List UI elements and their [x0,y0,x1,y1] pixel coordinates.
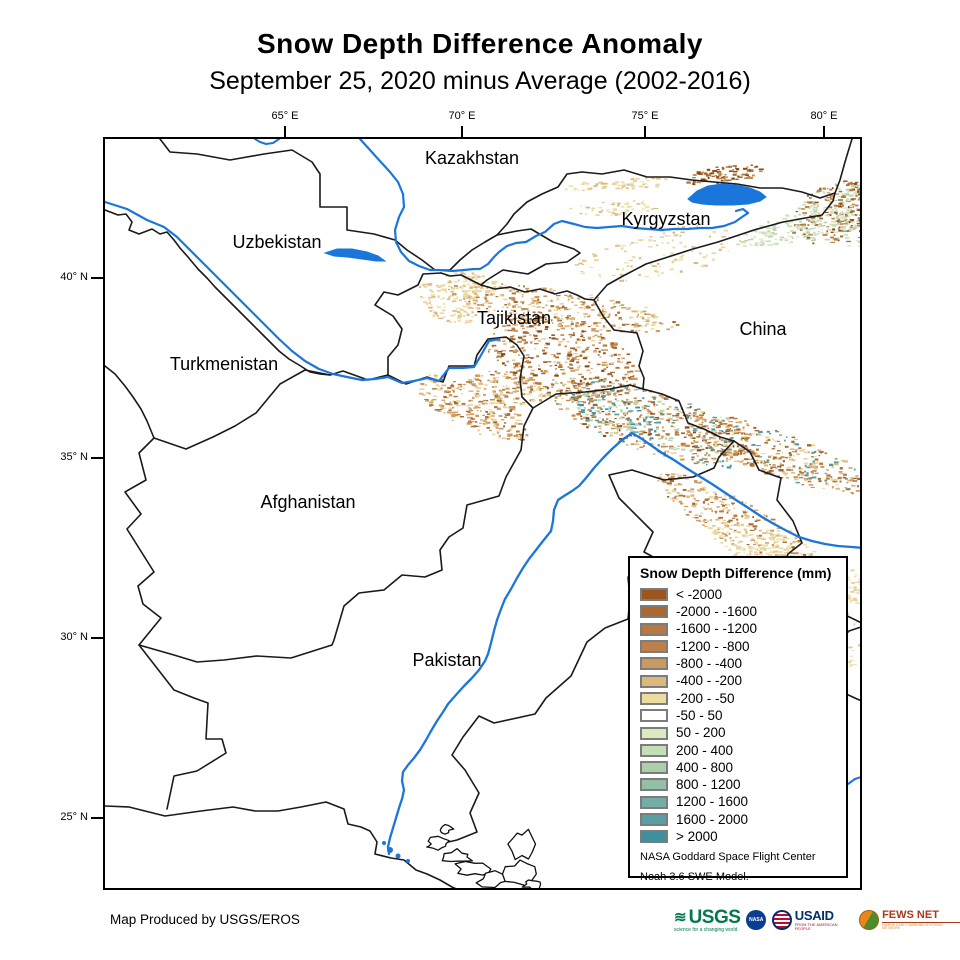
legend-row [640,742,846,759]
legend-swatch [640,657,668,670]
fewsnet-globe-icon [859,910,879,930]
latitude-tick [91,457,103,459]
country-label-china: China [739,319,787,339]
legend [628,556,848,884]
legend-label: 50 - 200 [676,725,726,741]
page-title: Snow Depth Difference Anomaly [257,28,703,59]
map-credit: Map Produced by USGS/EROS [110,912,300,927]
afghanistan-pakistan-border [139,408,533,662]
legend-rows [640,586,846,845]
ganges-river [848,776,862,784]
syr-darya-naryn-river [360,139,748,271]
legend-swatch [640,813,668,826]
legend-row [640,794,846,811]
rann-of-kutch-outline [508,829,536,859]
country-label-kazakhstan: Kazakhstan [424,148,520,168]
latitude-tick-label: 35° N [60,451,88,463]
longitude-tick-label: 75° E [631,110,659,122]
uzbekistan-kyrgyzstan-border [441,229,580,285]
legend-swatch [640,744,668,757]
amu-darya-river [105,202,499,383]
legend-label: 1200 - 1600 [676,794,749,810]
latitude-tick [91,277,103,279]
longitude-tick-label: 80° E [810,110,838,122]
country-label-kyrgyzstan: Kyrgyzstan [621,209,711,229]
iran-turkmenistan-border [105,366,154,438]
arabian-sea-coastline [105,802,463,890]
page-subtitle: September 25, 2020 minus Average (2002-2016) [209,67,751,95]
latitude-tick [91,637,103,639]
longitude-tick [644,126,646,137]
usgs-logo-text: USGS [688,906,741,928]
fewsnet-logo-text: FEWS NET [882,910,960,923]
usaid-logo [772,909,853,931]
legend-label: 1600 - 2000 [676,811,749,827]
longitude-tick [823,126,825,137]
legend-row [640,586,846,603]
iran-afghanistan-border [125,438,161,645]
legend-swatch [640,640,668,653]
indus-delta-lake [387,847,393,853]
usgs-wave-icon: ≋ [674,908,687,926]
legend-row [640,690,846,707]
longitude-tick [284,126,286,137]
legend-swatch [640,623,668,636]
longitude-tick-label: 70° E [448,110,476,122]
rann-of-kutch-outline [428,836,450,850]
legend-row [640,603,846,620]
longitude-tick-label: 65° E [271,110,299,122]
country-label-pakistan: Pakistan [412,650,482,670]
legend-swatch [640,796,668,809]
usaid-logo-text: USAID [794,908,834,923]
chu-river [255,139,279,144]
legend-row [640,724,846,741]
legend-row [640,672,846,689]
legend-title: Snow Depth Difference (mm) [640,565,832,581]
aydar-lake [325,249,385,261]
rann-of-kutch-outline [442,849,472,862]
rann-of-kutch-outline [440,825,454,835]
legend-row [640,655,846,672]
nasa-logo [746,910,766,930]
legend-label: -1200 - -800 [676,638,750,654]
legend-row [640,759,846,776]
legend-row [640,621,846,638]
snow-anomaly-speckles [419,374,528,440]
indus-delta-lake [406,859,410,863]
legend-swatch [640,605,668,618]
legend-label: > 2000 [676,829,718,845]
legend-note-line: Noah 3.6 SWE Model. [640,871,749,884]
legend-row [640,828,846,845]
latitude-tick-label: 30° N [60,631,88,643]
usgs-tagline: science for a changing world [674,926,738,933]
legend-swatch [640,675,668,688]
snow-anomaly-speckles [468,371,550,405]
legend-label: -400 - -200 [676,673,743,689]
legend-swatch [640,692,668,705]
indus-delta-lake [382,841,386,845]
usgs-logo [674,908,740,933]
usaid-tagline: FROM THE AMERICAN PEOPLE [794,922,838,931]
snow-anomaly-speckles [575,225,748,282]
legend-label: -200 - -50 [676,690,735,706]
legend-label: < -2000 [676,586,723,602]
fewsnet-logo [859,910,960,931]
legend-swatch [640,588,668,601]
usaid-seal-icon [772,910,792,930]
legend-label: 200 - 400 [676,742,734,758]
legend-swatch [640,761,668,774]
legend-swatch [640,778,668,791]
legend-swatch [640,727,668,740]
latitude-tick-label: 40° N [60,271,88,283]
legend-row [640,776,846,793]
footer-logos [674,902,960,938]
latitude-tick [91,817,103,819]
country-label-afghanistan: Afghanistan [260,492,356,512]
legend-row [640,707,846,724]
legend-label: -2000 - -1600 [676,604,758,620]
legend-note-line: NASA Goddard Space Flight Center [640,851,816,864]
snow-anomaly-speckles [686,165,764,186]
longitude-tick [461,126,463,137]
legend-swatch [640,709,668,722]
nasa-logo-text: NASA [749,917,764,923]
country-label-uzbekistan: Uzbekistan [232,232,322,252]
legend-swatch [640,830,668,843]
legend-notes [640,850,846,885]
snow-anomaly-speckles [565,178,668,191]
legend-label: 800 - 1200 [676,777,741,793]
iran-pakistan-border [139,645,226,809]
country-label-tajikistan: Tajikistan [476,308,552,328]
legend-label: -50 - 50 [676,707,723,723]
country-label-turkmenistan: Turkmenistan [169,354,279,374]
legend-row [640,638,846,655]
legend-label: 400 - 800 [676,759,734,775]
legend-row [640,811,846,828]
fewsnet-tagline: FAMINE EARLY WARNING SYSTEMS NETWORK [882,922,943,930]
legend-label: -800 - -400 [676,656,743,672]
latitude-tick-label: 25° N [60,811,88,823]
tajikistan-uzbekistan-border [375,273,441,375]
legend-label: -1600 - -1200 [676,621,758,637]
indus-river [388,433,632,854]
indus-delta-lake [396,854,401,859]
